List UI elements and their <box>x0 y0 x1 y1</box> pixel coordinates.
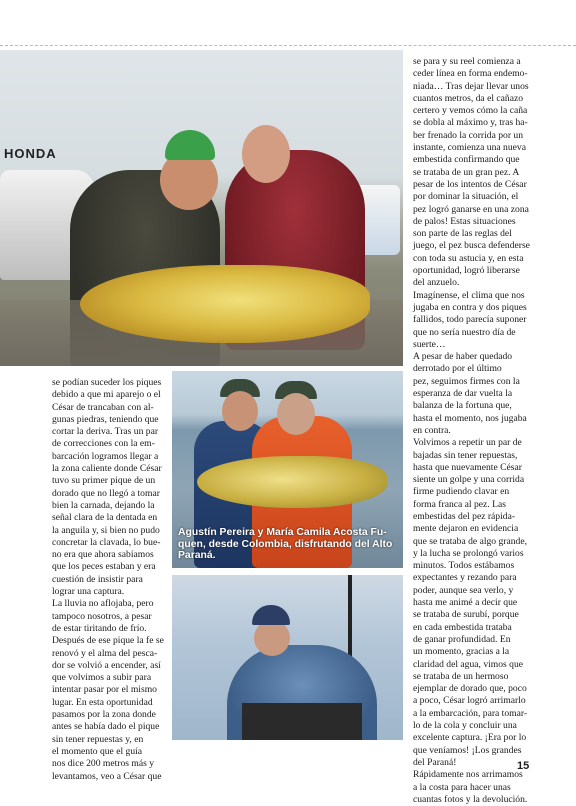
text-line: forma franca al pez. Las <box>413 498 506 510</box>
angler-belt <box>242 703 362 740</box>
text-line: en contra. <box>413 424 451 436</box>
photo-angler-reel <box>172 575 403 740</box>
text-line: con toda su astucia y, en esta <box>413 252 524 264</box>
text-line: excelente captura. ¡Era por lo <box>413 732 527 744</box>
text-line: jugaba en contra y dos piques <box>413 301 527 313</box>
text-line: en cada embestida trataba <box>413 621 512 633</box>
text-line: suerte… <box>413 338 446 350</box>
angler-face <box>254 620 290 656</box>
text-line: debido a que mi aparejo o el <box>52 389 161 401</box>
text-line: concretar la clavada, lo bue- <box>52 536 161 548</box>
text-line: lo de la cola y concluir una <box>413 720 517 732</box>
angler-cap <box>252 605 290 625</box>
text-line: hasta el momento, nos jugaba <box>413 412 527 424</box>
text-line: hasta que nuevamente César <box>413 461 522 473</box>
text-line: cuantos metros, da el cañazo <box>413 92 524 104</box>
text-line: de palos! Estas situaciones <box>413 215 516 227</box>
text-line: señal clara de la dentada en <box>52 512 158 524</box>
text-line: pasamos por la zona donde <box>52 709 156 721</box>
text-line: a la costa para hacer unas <box>413 781 511 793</box>
text-line: derrotado por el último <box>413 363 502 375</box>
text-line: del Paraná! <box>413 756 457 768</box>
text-line: certero y vemos cómo la caña <box>413 105 528 117</box>
page-number: 15 <box>517 760 530 772</box>
face-woman <box>277 393 315 435</box>
caption-line: Paraná. <box>178 550 216 561</box>
text-line: esperanza de dar vuelta la <box>413 388 513 400</box>
text-line: ejemplar de dorado que, poco <box>413 683 527 695</box>
text-line: César de trancaban con al- <box>52 401 154 413</box>
text-line: a poco, César logró arrimarlo <box>413 695 526 707</box>
text-line: la zona caliente donde César <box>52 463 162 475</box>
text-line: y la lucha se prolongó varios <box>413 547 524 559</box>
text-line: que se trataba de algo grande, <box>413 535 528 547</box>
text-line: dorado que no llegó a tomar <box>52 487 160 499</box>
text-line: renovó y el alma del pesca- <box>52 647 158 659</box>
text-line: embestidas del pez rápida- <box>413 510 516 522</box>
text-line: se para y su reel comienza a <box>413 56 521 67</box>
dorado-fish <box>80 265 370 343</box>
text-line: del anzuelo. <box>413 277 460 289</box>
photo-couple-dorado <box>172 371 403 568</box>
text-line: fallidos, todo parecía suponer <box>413 314 527 326</box>
text-line: minutos. Todos estábamos <box>413 560 515 572</box>
text-line: La lluvia no aflojaba, pero <box>52 598 154 610</box>
text-line: que los peces estaban y era <box>52 561 156 573</box>
text-line: nos dice 200 metros más y <box>52 758 155 770</box>
caption-line: Agustín Pereira y María Camila Acosta Fu- <box>178 527 387 538</box>
text-line: cuestión de insistir para <box>52 573 143 585</box>
text-line: pez logró ganarse en una zona <box>413 203 529 215</box>
text-line: sin tener repuestas y, en <box>52 733 144 745</box>
text-line: que no sería nuestro día de <box>413 326 516 338</box>
text-line: mente dejaron en evidencia <box>413 523 519 535</box>
green-cap <box>165 130 215 160</box>
text-line: se trataba de surubí, porque <box>413 609 519 621</box>
text-line: que veníamos! ¡Los grandes <box>413 744 522 756</box>
text-line: Imagínense, el clima que nos <box>413 289 525 301</box>
text-line: firme pudiendo clavar en <box>413 486 510 498</box>
dorado-fish <box>197 456 387 508</box>
text-line: se trataba de un gran pez. A <box>413 166 520 178</box>
fisherman-right-face <box>242 125 290 183</box>
text-line: se trataba de un hermoso <box>413 670 509 682</box>
text-line: un momento, gracias a la <box>413 646 510 658</box>
text-line: el momento que el guía <box>52 745 143 757</box>
text-line: bajadas sin tener repuestas, <box>413 449 518 461</box>
text-line: oportunidad, logró liberarse <box>413 265 520 277</box>
text-line: Después de ese pique la fe se <box>52 635 164 647</box>
top-dashed-rule <box>0 45 576 46</box>
text-line: de correcciones con la em- <box>52 438 155 450</box>
text-line: Volvimos a repetir un par de <box>413 437 522 449</box>
text-line: se dobla al máximo y, tras ha- <box>413 117 528 129</box>
text-line: tampoco nosotros, a pesar <box>52 610 152 622</box>
text-line: dor se volvió a encender, así <box>52 659 161 671</box>
text-line: juego, el pez busca defenderse <box>413 240 530 252</box>
text-line: balanza de la fortuna que, <box>413 400 512 412</box>
text-column-left <box>52 377 167 783</box>
text-line: la anguila y, si bien no pudo <box>52 524 160 536</box>
text-line: por dominar la situación, el <box>413 191 519 203</box>
text-line: lugar. En esta oportunidad <box>52 696 153 708</box>
text-line: levantamos, veo a César que <box>52 770 162 782</box>
text-line: bien la carnada, dejando la <box>52 499 155 511</box>
text-line: se podían suceder los piques <box>52 377 162 388</box>
text-line: barcación logramos llegar a <box>52 450 159 462</box>
text-line: pez, seguimos firmes con la <box>413 375 520 387</box>
photo-caption <box>178 527 402 562</box>
text-line: de estar tiritando de frío. <box>52 622 147 634</box>
honda-logo: HONDA <box>4 146 57 161</box>
text-line: intentar pasar por el mismo <box>52 684 157 696</box>
text-line: antes se había dado el pique <box>52 721 160 733</box>
photo-fishermen-dorado <box>0 50 403 366</box>
text-line: cuantas fotos y la devolución. <box>413 793 528 805</box>
text-line: a la embarcación, para tomar- <box>413 707 528 719</box>
text-line: A pesar de haber quedado <box>413 351 513 363</box>
text-line: pesar de los intentos de César <box>413 178 527 190</box>
text-line: son parte de las reglas del <box>413 228 512 240</box>
text-line: instante, comienza una nueva <box>413 142 526 154</box>
text-line: de ganar profundidad. En <box>413 633 511 645</box>
text-line: gunas piedras, teniendo que <box>52 413 159 425</box>
text-column-right <box>413 56 563 806</box>
text-line: ceder línea en forma endemo- <box>413 68 528 80</box>
text-line: poder, aunque sea verlo, y <box>413 584 514 596</box>
caption-line: quen, desde Colombia, disfrutando del Alto <box>178 538 393 550</box>
text-line: cortar la deriva. Tras un par <box>52 426 159 438</box>
text-line: embestida confirmando que <box>413 154 520 166</box>
text-line: siente un golpe y una corrida <box>413 474 525 486</box>
text-line: no era que ahora sabíamos <box>52 549 154 561</box>
text-line: expectantes y rezando para <box>413 572 517 584</box>
text-line: Rápidamente nos arrimamos <box>413 769 523 781</box>
text-line: niada… Tras dejar llevar unos <box>413 80 529 92</box>
text-line: hasta me animé a decir que <box>413 597 518 609</box>
text-line: ber frenado la corrida por un <box>413 129 524 141</box>
text-line: tuvo su primer pique de un <box>52 475 156 487</box>
text-line: que volvimos a subir para <box>52 672 152 684</box>
face-man <box>222 391 258 431</box>
text-line: claridad del agua, vimos que <box>413 658 524 670</box>
text-line: lograr una captura. <box>52 586 125 598</box>
